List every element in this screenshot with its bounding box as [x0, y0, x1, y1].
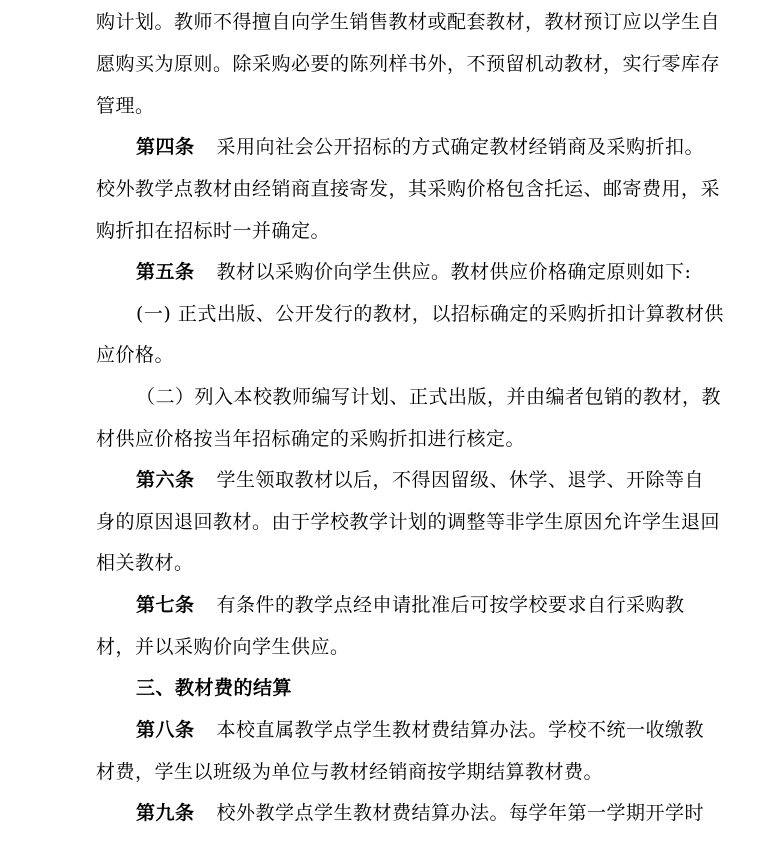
- article-9: 第九条 校外教学点学生教材费结算办法。每学年第一学期开学时: [136, 802, 705, 824]
- text-line: 相关教材。: [96, 552, 194, 574]
- article-6: 第六条 学生领取教材以后，不得因留级、休学、退学、开除等自: [136, 469, 705, 491]
- article-5: 第五条 教材以采购价向学生供应。教材供应价格确定原则如下:: [136, 261, 692, 283]
- article-number: 第六条: [136, 469, 195, 491]
- article-8: 第八条 本校直属教学点学生教材费结算办法。学校不统一收缴教: [136, 719, 705, 741]
- clause-2: （二）列入本校教师编写计划、正式出版，并由编者包销的教材，教: [136, 386, 722, 408]
- article-number: 第四条: [136, 136, 195, 158]
- article-number: 第八条: [136, 719, 195, 741]
- text-line: 身的原因退回教材。由于学校教学计划的调整等非学生原因允许学生退回: [96, 511, 721, 533]
- text-line: 购计划。教师不得擅自向学生销售教材或配套教材，教材预订应以学生自: [96, 11, 721, 33]
- article-7: 第七条 有条件的教学点经申请批准后可按学校要求自行采购教: [136, 594, 685, 616]
- text-line: 管理。: [96, 95, 155, 117]
- article-number: 第九条: [136, 802, 195, 824]
- section-heading: 三、教材费的结算: [136, 677, 293, 699]
- article-number: 第五条: [136, 261, 195, 283]
- clause-1: (一) 正式出版、公开发行的教材，以招标确定的采购折扣计算教材供: [136, 303, 724, 325]
- article-number: 第七条: [136, 594, 195, 616]
- text-line: 应价格。: [96, 344, 175, 366]
- text-line: 购折扣在招标时一并确定。: [96, 220, 331, 242]
- text-line: 校外教学点教材由经销商直接寄发，其采购价格包含托运、邮寄费用，采: [96, 178, 721, 200]
- text-line: 材供应价格按当年招标确定的采购折扣进行核定。: [96, 428, 526, 450]
- text-line: 材费，学生以班级为单位与教材经销商按学期结算教材费。: [96, 761, 604, 783]
- text-line: 愿购买为原则。除采购必要的陈列样书外，不预留机动教材，实行零库存: [96, 53, 721, 75]
- article-4: 第四条 采用向社会公开招标的方式确定教材经销商及采购折扣。: [136, 136, 705, 158]
- text-line: 材，并以采购价向学生供应。: [96, 636, 350, 658]
